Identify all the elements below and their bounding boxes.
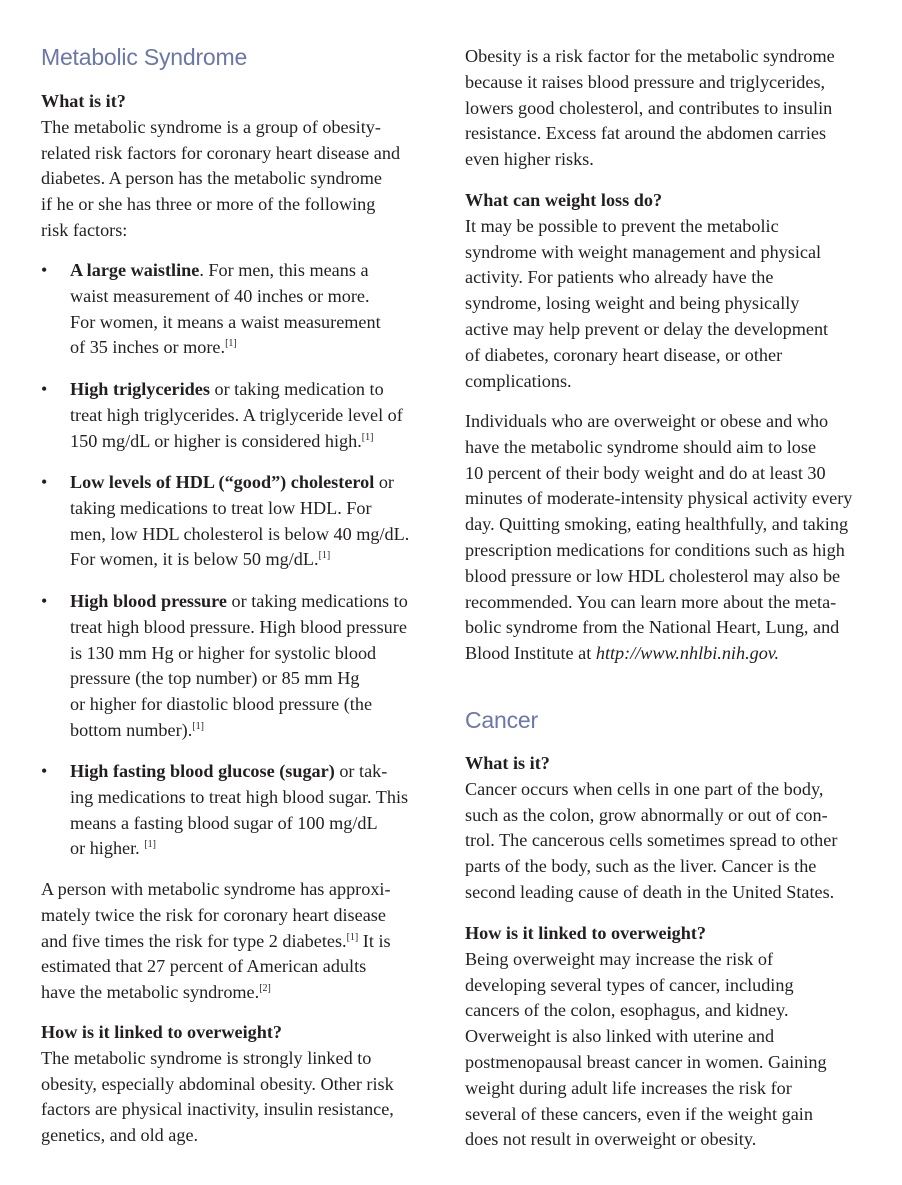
reference-marker: [2] xyxy=(259,983,271,995)
paragraph-line: blood pressure or low HDL cholesterol may also be xyxy=(465,565,841,586)
paragraph-line: Obesity is a risk factor for the metabolic syndrome xyxy=(465,46,835,66)
bullet-icon: • xyxy=(41,260,48,280)
paragraph-line: complications. xyxy=(465,370,572,391)
bullet-text: . For men, this means a xyxy=(199,260,369,280)
paragraph-line: parts of the body, such as the liver. Cancer is the xyxy=(465,856,817,877)
bullet-text: 150 mg/dL or higher is considered high. xyxy=(70,430,362,451)
paragraph-line: second leading cause of death in the United States. xyxy=(465,881,835,902)
paragraph-line: 10 percent of their body weight and do at least 30 xyxy=(465,462,826,483)
paragraph-line: diabetes. A person has the metabolic syndrome xyxy=(41,168,382,189)
bullet-icon: • xyxy=(41,761,48,781)
section-title-cancer: Cancer xyxy=(465,707,538,733)
paragraph-line: syndrome with weight management and physical xyxy=(465,241,822,262)
cancer-linked-overweight-section xyxy=(465,921,827,1153)
bullet-bold-term: High blood pressure xyxy=(70,591,227,611)
bullet-text: For women, it is below 50 mg/dL. xyxy=(70,549,319,570)
bullet-icon: • xyxy=(41,472,48,492)
paragraph-line: have the metabolic syndrome should aim to lose xyxy=(465,436,817,457)
reference-marker: [1] xyxy=(192,720,204,732)
paragraph-line: such as the colon, grow abnormally or out of con- xyxy=(465,804,828,825)
paragraph-line: factors are physical inactivity, insulin resistance, xyxy=(41,1099,394,1120)
bullet-text: or higher. xyxy=(70,838,145,859)
weight-loss-section xyxy=(465,188,828,394)
bullet-text: For women, it means a waist measurement xyxy=(70,311,381,332)
paragraph-line: does not result in overweight or obesity. xyxy=(465,1129,757,1150)
paragraph-line: minutes of moderate-intensity physical activity every xyxy=(465,488,853,509)
paragraph-line: even higher risks. xyxy=(465,149,594,170)
bullet-text: taking medications to treat low HDL. For xyxy=(70,497,372,518)
bullet-text: or higher for diastolic blood pressure (the xyxy=(70,694,373,715)
section-title-metabolic-syndrome: Metabolic Syndrome xyxy=(41,44,248,70)
paragraph-line: activity. For patients who already have the xyxy=(465,267,774,288)
bullet-bold-term: High triglycerides xyxy=(70,379,210,399)
paragraph-line: mately twice the risk for coronary heart disease xyxy=(41,904,386,925)
paragraph-line: A person with metabolic syndrome has approxi- xyxy=(41,879,391,899)
paragraph-line: weight during adult life increases the risk for xyxy=(465,1077,792,1098)
reference-marker: [1] xyxy=(346,931,359,943)
paragraph-line: estimated that 27 percent of American adults xyxy=(41,956,367,977)
bullet-text: is 130 mm Hg or higher for systolic blood xyxy=(70,642,377,663)
bullet-text: means a fasting blood sugar of 100 mg/dL xyxy=(70,812,378,833)
paragraph-line: The metabolic syndrome is a group of obesity- xyxy=(41,116,381,137)
bullet-text: treat high triglycerides. A triglyceride level of xyxy=(70,404,403,425)
cancer-what-is-it-section xyxy=(465,751,837,906)
paragraph-line: risk factors: xyxy=(41,219,128,240)
paragraph-text: have the metabolic syndrome. xyxy=(41,982,260,1003)
risk-paragraph xyxy=(41,877,391,1006)
obesity-paragraph xyxy=(465,44,835,173)
bullet-bold-term: Low levels of HDL (“good”) cholesterol xyxy=(70,472,375,492)
bullet-text: treat high blood pressure. High blood pressure xyxy=(70,616,407,637)
paragraph-line: several of these cancers, even if the weight gain xyxy=(465,1103,813,1124)
paragraph-line: prescription medications for conditions such as high xyxy=(465,539,845,560)
bullet-icon: • xyxy=(41,379,48,399)
paragraph-line: Being overweight may increase the risk of xyxy=(465,948,774,969)
linked-overweight-section xyxy=(41,1020,394,1149)
subheading-cancer-what-is-it: What is it? xyxy=(465,753,550,773)
bullet-text: waist measurement of 40 inches or more. xyxy=(70,285,370,306)
paragraph-line: active may help prevent or delay the development xyxy=(465,318,829,339)
paragraph-line: Cancer occurs when cells in one part of the body, xyxy=(465,778,824,799)
reference-marker: [1] xyxy=(225,338,237,350)
paragraph-text: and five times the risk for type 2 diabetes. xyxy=(41,930,347,951)
subheading-cancer-linked-overweight: How is it linked to overweight? xyxy=(465,923,706,943)
bullet-text: or taking medication to xyxy=(209,379,384,399)
bullet-text: or xyxy=(374,472,394,492)
paragraph-line: developing several types of cancer, including xyxy=(465,974,794,995)
bullet-text: bottom number). xyxy=(70,719,193,740)
paragraph-line: postmenopausal breast cancer in women. Gaining xyxy=(465,1051,827,1072)
reference-marker: [1] xyxy=(361,431,374,443)
bullet-text: ing medications to treat high blood sugar. This xyxy=(70,786,409,807)
paragraph-line: day. Quitting smoking, eating healthfully, and taking xyxy=(465,514,849,535)
paragraph-line: syndrome, losing weight and being physically xyxy=(465,293,800,314)
paragraph-line: lowers good cholesterol, and contributes to insulin xyxy=(465,97,833,118)
bullet-icon: • xyxy=(41,591,48,611)
reference-marker: [1] xyxy=(144,839,156,851)
paragraph-line: trol. The cancerous cells sometimes spread to other xyxy=(465,830,838,851)
paragraph-line: bolic syndrome from the National Heart, Lung, and xyxy=(465,617,840,638)
bullet-bold-term: A large waistline xyxy=(70,260,200,280)
paragraph-text: Blood Institute at xyxy=(465,643,596,664)
paragraph-line: resistance. Excess fat around the abdomen carries xyxy=(465,123,827,144)
paragraph-line: It may be possible to prevent the metabolic xyxy=(465,215,779,236)
paragraph-line: obesity, especially abdominal obesity. Other risk xyxy=(41,1073,394,1094)
subheading-weight-loss: What can weight loss do? xyxy=(465,190,663,210)
paragraph-line: The metabolic syndrome is strongly linked to xyxy=(41,1047,372,1068)
paragraph-line: cancers of the colon, esophagus, and kidney. xyxy=(465,1000,789,1021)
bullet-text: of 35 inches or more. xyxy=(70,337,226,358)
paragraph-line: of diabetes, coronary heart disease, or other xyxy=(465,344,783,365)
individuals-paragraph xyxy=(465,409,852,667)
paragraph-line: related risk factors for coronary heart disease and xyxy=(41,142,401,163)
bullet-bold-term: High fasting blood glucose (sugar) xyxy=(70,761,335,781)
nhlbi-link[interactable]: http://www.nhlbi.nih.gov. xyxy=(595,643,780,664)
bullet-text: or taking medications to xyxy=(227,591,408,611)
bullet-text: pressure (the top number) or 85 mm Hg xyxy=(70,668,360,689)
paragraph-text: It is xyxy=(358,930,391,951)
reference-marker: [1] xyxy=(318,550,331,562)
paragraph-line: if he or she has three or more of the following xyxy=(41,194,376,215)
paragraph-line: Overweight is also linked with uterine and xyxy=(465,1026,775,1047)
paragraph-line: Individuals who are overweight or obese and who xyxy=(465,411,829,431)
paragraph-line: because it raises blood pressure and triglycerides, xyxy=(465,71,826,92)
subheading-linked-overweight: How is it linked to overweight? xyxy=(41,1022,282,1042)
paragraph-line: recommended. You can learn more about the meta- xyxy=(465,591,837,612)
bullet-text: or tak- xyxy=(334,761,388,781)
subheading-what-is-it: What is it? xyxy=(41,91,126,111)
bullet-text: men, low HDL cholesterol is below 40 mg/dL. xyxy=(70,523,410,544)
what-is-it-section xyxy=(41,89,400,244)
paragraph-line: genetics, and old age. xyxy=(41,1125,199,1146)
